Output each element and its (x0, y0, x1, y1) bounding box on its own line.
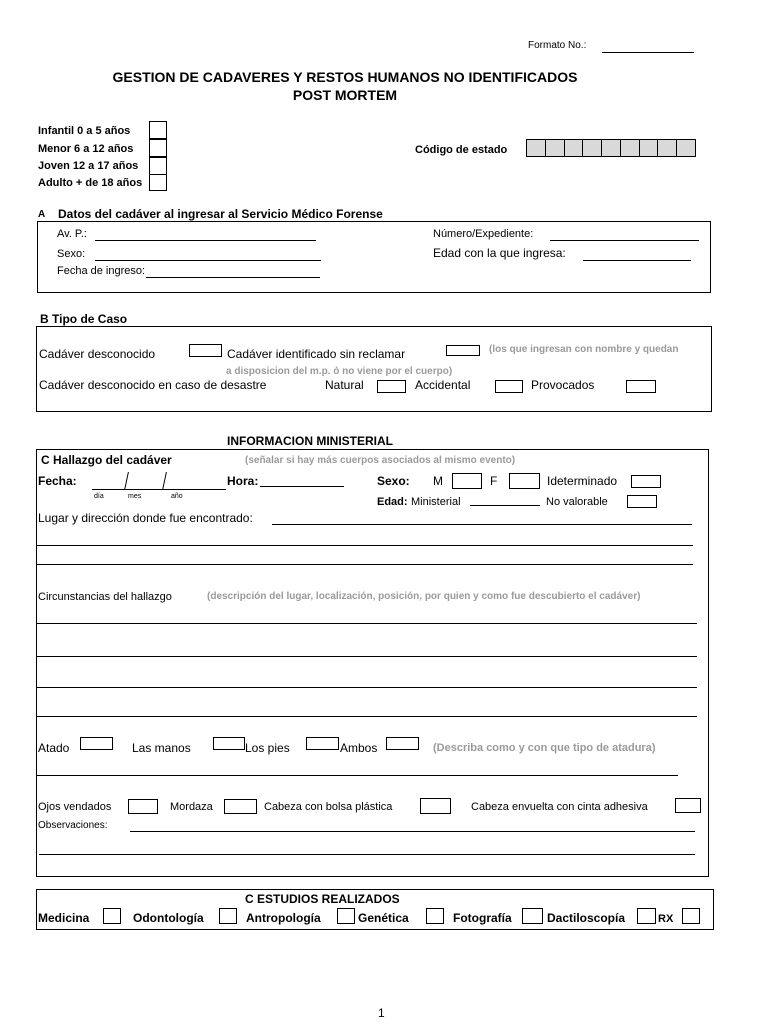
section-b-title: B Tipo de Caso (40, 312, 128, 326)
atadura-line[interactable] (37, 775, 678, 776)
av-p-field[interactable] (95, 240, 316, 241)
observaciones-label: Observaciones: (38, 820, 108, 831)
circunstancias-note: (descripción del lugar, localización, posición, por quien y como fue descubierto el cadáver) (207, 591, 641, 602)
estudio-medicina-label: Medicina (38, 911, 90, 925)
age-adulto-label: Adulto + de 18 años (38, 177, 143, 189)
estudio-dactiloscopia-label: Dactiloscopía (547, 911, 626, 925)
age-menor-checkbox[interactable] (149, 139, 167, 157)
codigo-cell[interactable] (640, 140, 659, 156)
codigo-cell[interactable] (546, 140, 565, 156)
lugar-direccion-line[interactable] (37, 545, 693, 546)
atado-label: Atado (38, 741, 70, 755)
estudio-dactiloscopia-checkbox[interactable] (637, 908, 656, 924)
provocados-checkbox[interactable] (626, 380, 656, 393)
hora-label: Hora: (227, 474, 259, 488)
cadaver-identificado-checkbox[interactable] (446, 345, 480, 356)
circunstancias-line[interactable] (37, 656, 697, 657)
codigo-cell[interactable] (602, 140, 621, 156)
section-a-letter: A (38, 209, 46, 220)
estudio-fotografia-label: Fotografía (453, 911, 512, 925)
av-p-label: Av. P.: (57, 228, 87, 240)
accidental-checkbox[interactable] (495, 380, 523, 393)
cabeza-cinta-label: Cabeza envuelta con cinta adhesiva (471, 801, 648, 813)
cadaver-identificado-label: Cadáver identificado sin reclamar (227, 347, 406, 361)
document-subtitle: POST MORTEM (292, 87, 398, 103)
cadaver-desconocido-checkbox[interactable] (189, 344, 222, 357)
edad-hallazgo-label: Edad: (377, 496, 408, 508)
los-pies-label: Los pies (245, 741, 290, 755)
age-joven-label: Joven 12 a 17 años (38, 160, 139, 172)
age-infantil-label: Infantil 0 a 5 años (38, 125, 131, 137)
section-c-title: C Hallazgo del cadáver (41, 453, 172, 467)
estudio-odontologia-checkbox[interactable] (219, 908, 237, 924)
codigo-cell[interactable] (583, 140, 602, 156)
los-pies-checkbox[interactable] (306, 737, 339, 750)
cadaver-desastre-label: Cadáver desconocido en caso de desastre (39, 378, 267, 392)
lugar-direccion-label: Lugar y dirección donde fue encontrado: (38, 511, 253, 525)
age-infantil-checkbox[interactable] (149, 121, 167, 139)
circunstancias-label: Circunstancias del hallazgo (38, 591, 172, 603)
hallazgo-note: (señalar si hay más cuerpos asociados al mismo evento) (245, 455, 516, 466)
estudio-fotografia-checkbox[interactable] (522, 908, 543, 924)
hora-field[interactable] (260, 486, 344, 487)
identificado-note-line2: a disposicion del m.p. ó no viene por el cuerpo) (226, 366, 453, 377)
circunstancias-line[interactable] (37, 716, 697, 717)
identificado-note-line1: (los que ingresan con nombre y quedan (489, 344, 679, 355)
estudio-rx-checkbox[interactable] (682, 908, 700, 924)
atadura-note: (Describa como y con que tipo de atadura) (433, 742, 656, 754)
ojos-vendados-label: Ojos vendados (38, 801, 112, 813)
estudio-antropologia-label: Antropología (246, 911, 321, 925)
las-manos-label: Las manos (132, 741, 191, 755)
cabeza-bolsa-label: Cabeza con bolsa plástica (264, 801, 393, 813)
codigo-estado-label: Código de estado (415, 144, 508, 156)
observaciones-field[interactable] (130, 831, 695, 832)
ojos-vendados-checkbox[interactable] (128, 799, 158, 814)
age-menor-label: Menor 6 a 12 años (38, 143, 134, 155)
provocados-label: Provocados (531, 378, 595, 392)
atado-checkbox[interactable] (80, 737, 113, 750)
estudio-medicina-checkbox[interactable] (103, 908, 121, 924)
codigo-cell[interactable] (527, 140, 546, 156)
ambos-checkbox[interactable] (386, 737, 419, 750)
cadaver-desconocido-label: Cadáver desconocido (39, 347, 156, 361)
cabeza-cinta-checkbox[interactable] (675, 798, 701, 813)
anio-label: año (171, 493, 183, 500)
sexo-m-label: M (433, 474, 443, 488)
sexo-m-checkbox[interactable] (452, 473, 482, 489)
fecha-hallazgo-field[interactable] (92, 489, 226, 490)
formato-label: Formato No.: (528, 40, 587, 51)
fecha-ingreso-field[interactable] (146, 277, 320, 278)
natural-label: Natural (325, 378, 364, 392)
no-valorable-checkbox[interactable] (627, 495, 657, 508)
sexo-f-label: F (490, 474, 498, 488)
formato-field[interactable] (602, 52, 694, 53)
indeterminado-label: Ideterminado (547, 474, 618, 488)
edad-ingresa-label: Edad con la que ingresa: (433, 246, 566, 260)
informacion-ministerial-heading: INFORMACION MINISTERIAL (227, 434, 393, 448)
circunstancias-line[interactable] (37, 687, 697, 688)
circunstancias-line[interactable] (37, 623, 697, 624)
sexo-label: Sexo: (57, 248, 86, 260)
mordaza-label: Mordaza (170, 801, 213, 813)
page-number: 1 (378, 1006, 385, 1020)
ambos-label: Ambos (340, 741, 378, 755)
age-adulto-checkbox[interactable] (149, 174, 167, 191)
estudios-title: C ESTUDIOS REALIZADOS (245, 892, 400, 906)
codigo-estado-cells[interactable] (526, 139, 696, 157)
sexo-hallazgo-label: Sexo: (377, 474, 410, 488)
edad-ministerial-label: Ministerial (411, 496, 461, 508)
las-manos-checkbox[interactable] (213, 737, 245, 750)
sexo-field[interactable] (95, 260, 321, 261)
lugar-direccion-line[interactable] (37, 564, 693, 565)
accidental-label: Accidental (415, 378, 471, 392)
section-a-frame (37, 221, 711, 293)
estudio-genetica-checkbox[interactable] (426, 908, 444, 924)
codigo-cell[interactable] (621, 140, 640, 156)
lugar-direccion-field[interactable] (272, 524, 692, 525)
edad-ministerial-field[interactable] (470, 505, 540, 506)
edad-ingresa-field[interactable] (583, 260, 691, 261)
estudio-odontologia-label: Odontología (133, 911, 204, 925)
mes-label: mes (128, 493, 142, 500)
numero-expediente-field[interactable] (550, 240, 699, 241)
no-valorable-label: No valorable (546, 496, 608, 508)
observaciones-line[interactable] (39, 854, 695, 855)
document-title: GESTION DE CADAVERES Y RESTOS HUMANOS NO IDENTIFICADOS (112, 69, 578, 85)
dia-label: día (94, 493, 104, 500)
indeterminado-checkbox[interactable] (631, 475, 661, 488)
cabeza-bolsa-checkbox[interactable] (420, 798, 451, 814)
fecha-label: Fecha: (38, 474, 77, 488)
fecha-ingreso-label: Fecha de ingreso: (57, 265, 146, 277)
numero-expediente-label: Número/Expediente: (433, 228, 534, 240)
codigo-cell[interactable] (565, 140, 584, 156)
mordaza-checkbox[interactable] (224, 799, 257, 814)
estudio-rx-label: RX (658, 913, 674, 925)
sexo-f-checkbox[interactable] (509, 473, 540, 489)
codigo-cell[interactable] (677, 140, 695, 156)
estudio-genetica-label: Genética (358, 911, 409, 925)
age-joven-checkbox[interactable] (149, 157, 167, 175)
section-a-title: Datos del cadáver al ingresar al Servicio Médico Forense (58, 207, 383, 221)
codigo-cell[interactable] (658, 140, 677, 156)
natural-checkbox[interactable] (377, 380, 406, 393)
estudio-antropologia-checkbox[interactable] (337, 908, 355, 924)
